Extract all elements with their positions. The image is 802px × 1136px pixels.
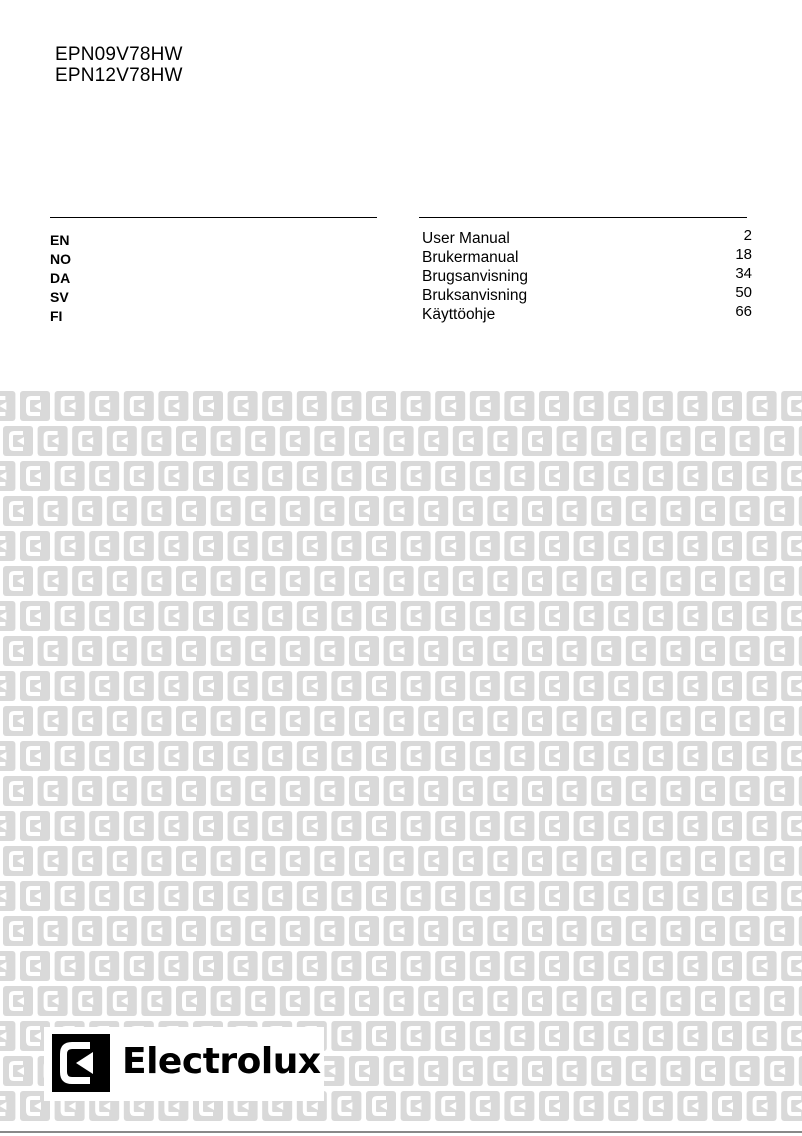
toc-title: Bruksanvisning <box>422 287 528 304</box>
model-number: EPN09V78HW <box>55 44 183 65</box>
toc-page-number: 50 <box>735 284 752 301</box>
language-code: EN <box>50 232 70 248</box>
toc-page-number: 2 <box>743 227 752 244</box>
language-codes <box>50 231 71 326</box>
toc-entry[interactable] <box>422 229 752 248</box>
toc-title: Brukermanual <box>422 249 519 266</box>
language-code: NO <box>50 251 71 267</box>
toc-title: Brugsanvisning <box>422 268 528 285</box>
brand-pattern-background <box>0 385 802 1125</box>
electrolux-logo-icon <box>52 1034 110 1092</box>
divider-right <box>419 217 747 218</box>
toc-entry[interactable] <box>422 267 752 286</box>
model-list <box>55 44 183 86</box>
toc-entry[interactable] <box>422 286 752 305</box>
language-code: FI <box>50 308 63 324</box>
toc-page-number: 66 <box>735 303 752 320</box>
divider-left <box>50 217 377 218</box>
bottom-border <box>0 1131 802 1133</box>
toc-page-number: 18 <box>735 246 752 263</box>
toc-title: User Manual <box>422 230 510 247</box>
toc-title: Käyttöohje <box>422 306 496 323</box>
table-of-contents <box>422 229 752 324</box>
toc-entry[interactable] <box>422 248 752 267</box>
model-number: EPN12V78HW <box>55 65 183 86</box>
language-code: SV <box>50 289 69 305</box>
toc-page-number: 34 <box>735 265 752 282</box>
language-code: DA <box>50 270 71 286</box>
toc-entry[interactable] <box>422 305 752 324</box>
brand-wordmark: Electrolux <box>122 1041 321 1082</box>
